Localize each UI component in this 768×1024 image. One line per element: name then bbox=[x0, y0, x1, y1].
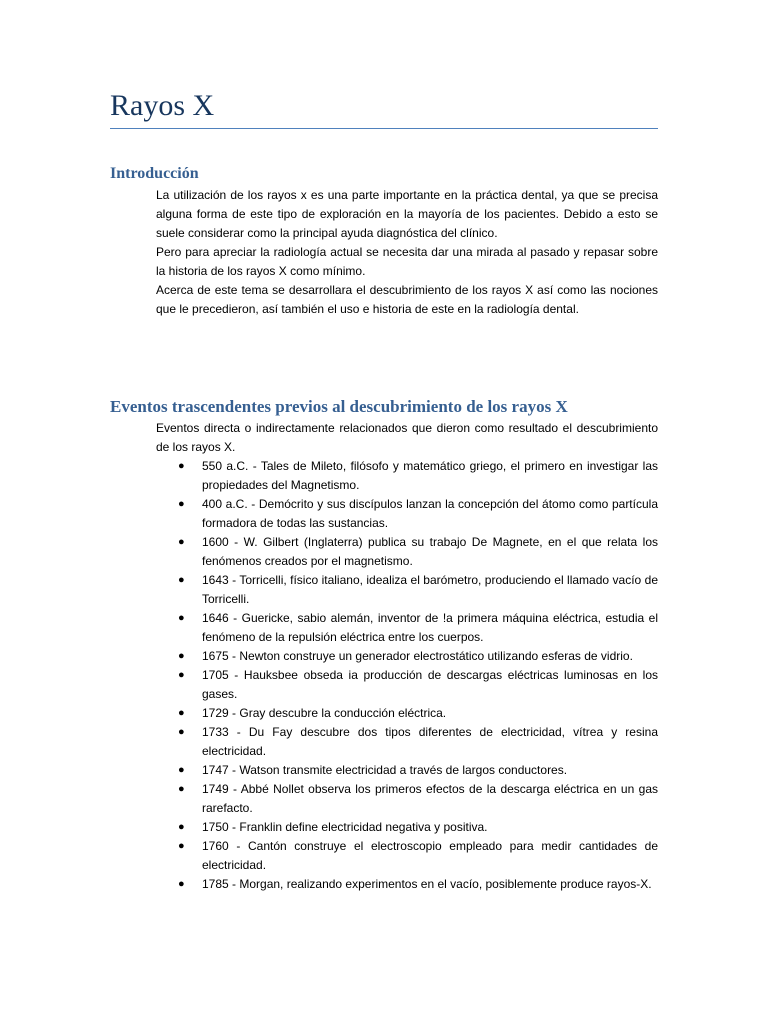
list-item bbox=[156, 609, 658, 647]
section-heading-eventos: Eventos trascendentes previos al descubrimiento de los rayos X bbox=[110, 397, 568, 416]
bullet-icon: ● bbox=[178, 726, 185, 738]
list-item-text: 1760 - Cantón construye el electroscopio empleado para medir cantidades de electricidad. bbox=[202, 839, 658, 872]
bullet-icon: ● bbox=[178, 612, 185, 624]
bullet-icon: ● bbox=[178, 536, 185, 548]
bullet-icon: ● bbox=[178, 498, 185, 510]
intro-paragraph: Pero para apreciar la radiología actual se necesita dar una mirada al pasado y repasar sobre la historia de los rayos X como mínimo. bbox=[156, 245, 658, 278]
list-item bbox=[156, 495, 658, 533]
bullet-icon: ● bbox=[178, 460, 185, 472]
bullet-icon: ● bbox=[178, 878, 185, 890]
list-item bbox=[156, 457, 658, 495]
intro-paragraph: La utilización de los rayos x es una parte importante en la práctica dental, ya que se precisa alguna forma de este tipo de exploración en la mayoría de los pacientes. Debido a esto se suele considerar como la principal ayuda diagnóstica del clínico. bbox=[156, 188, 658, 240]
list-item-text: 1750 - Franklin define electricidad negativa y positiva. bbox=[202, 820, 488, 834]
list-item bbox=[156, 723, 658, 761]
bullet-icon: ● bbox=[178, 574, 185, 586]
list-item-text: 1600 - W. Gilbert (Inglaterra) publica su trabajo De Magnete, en el que relata los fenómenos creados por el magnetismo. bbox=[202, 535, 658, 568]
list-item bbox=[156, 837, 658, 875]
list-item bbox=[156, 647, 658, 666]
page-title: Rayos X bbox=[110, 89, 215, 122]
bullet-icon: ● bbox=[178, 707, 185, 719]
title-underline bbox=[110, 128, 658, 129]
list-item bbox=[156, 818, 658, 837]
list-item-text: 1705 - Hauksbee obseda ia producción de descargas eléctricas luminosas en los gases. bbox=[202, 668, 658, 701]
list-item-text: 1749 - Abbé Nollet observa los primeros efectos de la descarga eléctrica en un gas rarefacto. bbox=[202, 782, 658, 815]
bullet-icon: ● bbox=[178, 669, 185, 681]
list-item-text: 550 a.C. - Tales de Mileto, filósofo y matemático griego, el primero en investigar las propiedades del Magnetismo. bbox=[202, 459, 658, 492]
list-item bbox=[156, 761, 658, 780]
list-item-text: 1733 - Du Fay descubre dos tipos diferentes de electricidad, vítrea y resina electricidad. bbox=[202, 725, 658, 758]
list-item-text: 1747 - Watson transmite electricidad a través de largos conductores. bbox=[202, 763, 568, 777]
bullet-icon: ● bbox=[178, 764, 185, 776]
intro-paragraph: Acerca de este tema se desarrollara el descubrimiento de los rayos X así como las nociones que le precedieron, así también el uso e historia de este en la radiología dental. bbox=[156, 283, 658, 316]
list-item-text: 1675 - Newton construye un generador electrostático utilizando esferas de vidrio. bbox=[202, 649, 633, 663]
bullet-icon: ● bbox=[178, 821, 185, 833]
list-item-text: 1646 - Guericke, sabio alemán, inventor de !a primera máquina eléctrica, estudia el fenómeno de la repulsión eléctrica entre los cuerpos. bbox=[202, 611, 658, 644]
intro-section-body bbox=[156, 186, 658, 319]
list-item bbox=[156, 875, 658, 894]
bullet-icon: ● bbox=[178, 783, 185, 795]
list-item-text: 400 a.C. - Demócrito y sus discípulos lanzan la concepción del átomo como partícula formadora de todas las sustancias. bbox=[202, 497, 658, 530]
list-item bbox=[156, 666, 658, 704]
list-item bbox=[156, 704, 658, 723]
events-intro-paragraph: Eventos directa o indirectamente relacionados que dieron como resultado el descubrimiento de los rayos X. bbox=[156, 421, 658, 454]
events-bullet-list bbox=[156, 457, 658, 894]
list-item-text: 1729 - Gray descubre la conducción eléctrica. bbox=[202, 706, 447, 720]
list-item-text: 1643 - Torricelli, físico italiano, idealiza el barómetro, produciendo el llamado vacío de Torricelli. bbox=[202, 573, 658, 606]
list-item bbox=[156, 533, 658, 571]
bullet-icon: ● bbox=[178, 840, 185, 852]
list-item bbox=[156, 780, 658, 818]
events-section-body bbox=[156, 419, 658, 894]
section-heading-introduccion: Introducción bbox=[110, 165, 199, 182]
list-item bbox=[156, 571, 658, 609]
bullet-icon: ● bbox=[178, 650, 185, 662]
list-item-text: 1785 - Morgan, realizando experimentos en el vacío, posiblemente produce rayos-X. bbox=[202, 877, 652, 891]
